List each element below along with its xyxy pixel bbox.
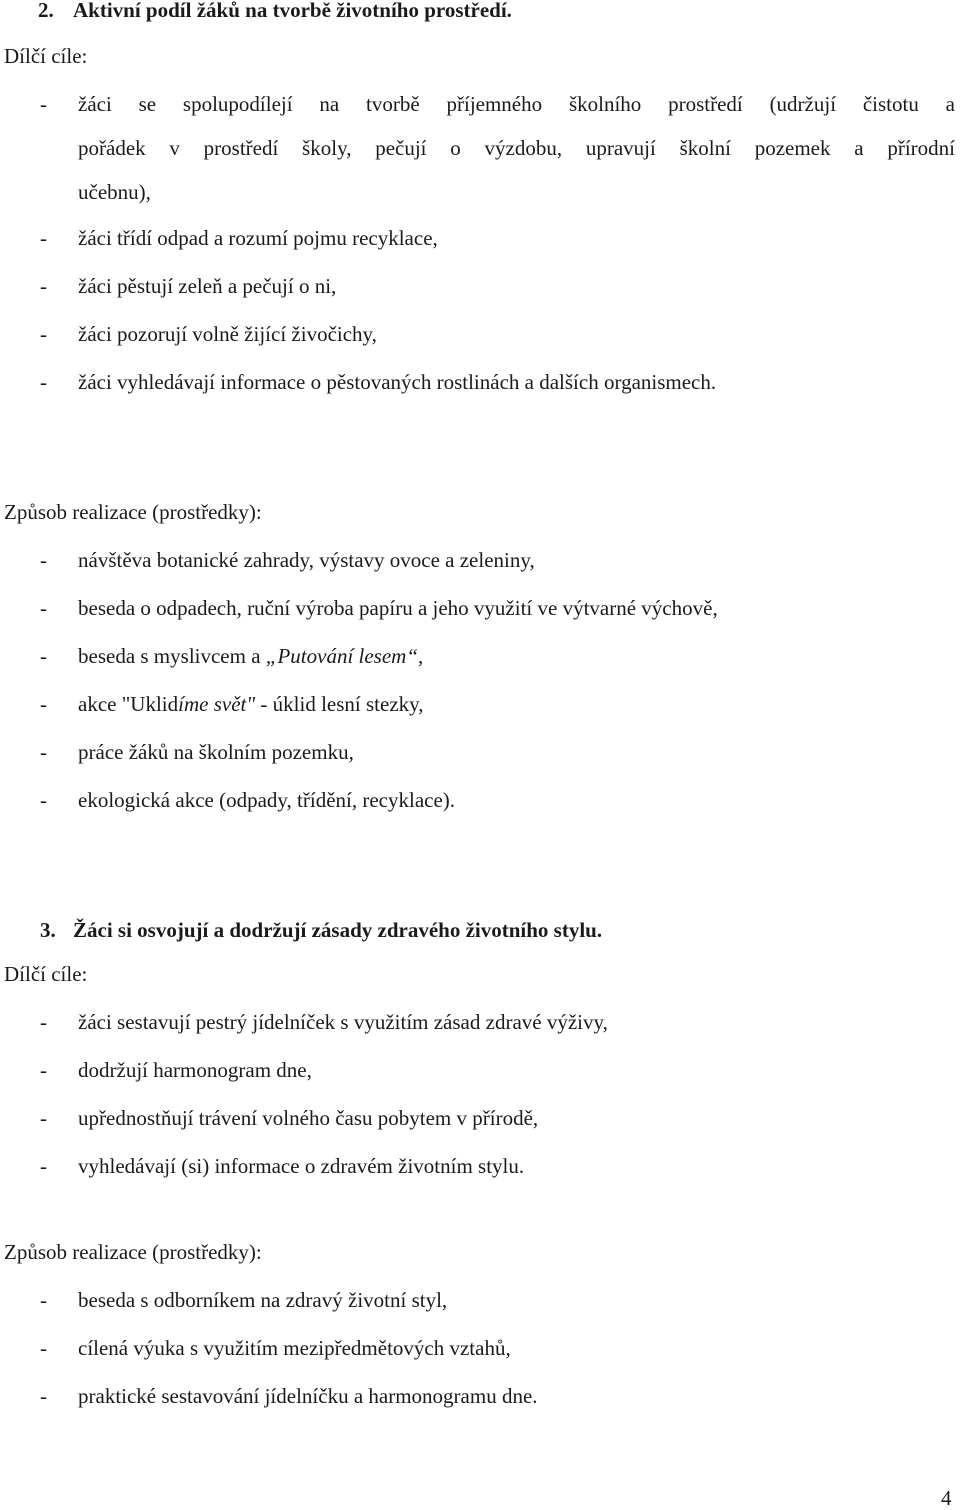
list-item: žáci sestavují pestrý jídelníček s využitím zásad zdravé výživy, (78, 1010, 608, 1034)
list-item: upřednostňují trávení volného času pobytem v přírodě, (78, 1106, 539, 1130)
list-item: ekologická akce (odpady, třídění, recyklace). (78, 788, 456, 812)
list-item: vyhledávají (si) informace o zdravém životním stylu. (78, 1154, 525, 1178)
list-item: praktické sestavování jídelníčku a harmonogramu dne. (78, 1384, 538, 1408)
list-dash: - (40, 788, 47, 812)
list-dash: - (40, 1058, 47, 1082)
list-item (78, 644, 423, 668)
list-dash: - (40, 548, 47, 572)
list-item-text: akce "Uklid (78, 692, 179, 716)
list-item-line: učebnu), (78, 180, 151, 204)
list-item: žáci třídí odpad a rozumí pojmu recyklace, (78, 226, 438, 250)
list-item: žáci pozorují volně žijící živočichy, (78, 322, 377, 346)
list-item: žáci pěstují zeleň a pečují o ni, (78, 274, 337, 298)
list-item: návštěva botanické zahrady, výstavy ovoce a zeleniny, (78, 548, 535, 572)
section-3-heading (40, 918, 602, 942)
list-item: práce žáků na školním pozemku, (78, 740, 354, 764)
list-dash: - (40, 1288, 47, 1312)
list-item-text: - úklid lesní stezky, (255, 692, 424, 716)
list-dash: - (40, 1154, 47, 1178)
section-2-number: 2. (38, 0, 54, 22)
page-number: 4 (941, 1486, 952, 1510)
list-item-text: beseda s myslivcem a (78, 644, 266, 668)
section-3-means-label: Způsob realizace (prostředky): (4, 1240, 262, 1264)
list-item: cílená výuka s využitím mezipředmětových vztahů, (78, 1336, 511, 1360)
list-dash: - (40, 92, 47, 116)
list-item-italic: íme svět" (178, 692, 256, 716)
list-dash: - (40, 1384, 47, 1408)
list-item-italic: „Putování lesem“ (265, 644, 419, 668)
list-item: žáci vyhledávají informace o pěstovaných rostlinách a dalších organismech. (78, 370, 717, 394)
list-dash: - (40, 692, 47, 716)
list-dash: - (40, 596, 47, 620)
section-2-heading (38, 0, 512, 22)
list-item: beseda s odborníkem na zdravý životní styl, (78, 1288, 448, 1312)
list-dash: - (40, 644, 47, 668)
section-2-means-label: Způsob realizace (prostředky): (4, 500, 262, 524)
list-item-line: pořádek v prostředí školy, pečují o výzdobu, upravují školní pozemek a přírodní (78, 136, 955, 160)
list-dash: - (40, 322, 47, 346)
list-dash: - (40, 274, 47, 298)
section-2-title: Aktivní podíl žáků na tvorbě životního prostředí. (73, 0, 512, 22)
list-dash: - (40, 370, 47, 394)
list-item-text: , (418, 644, 424, 668)
section-2-goals-label: Dílčí cíle: (4, 44, 88, 68)
list-dash: - (40, 1106, 47, 1130)
list-dash: - (40, 1336, 47, 1360)
list-item: dodržují harmonogram dne, (78, 1058, 312, 1082)
list-dash: - (40, 1010, 47, 1034)
list-item-line: žáci se spolupodílejí na tvorbě příjemného školního prostředí (udržují čistotu a (78, 92, 955, 116)
section-3-number: 3. (40, 918, 56, 942)
list-item: beseda o odpadech, ruční výroba papíru a jeho využití ve výtvarné výchově, (78, 596, 718, 620)
list-dash: - (40, 226, 47, 250)
section-3-goals-label: Dílčí cíle: (4, 962, 88, 986)
section-3-title: Žáci si osvojují a dodržují zásady zdravého životního stylu. (73, 918, 603, 942)
list-dash: - (40, 740, 47, 764)
list-item (78, 692, 424, 716)
